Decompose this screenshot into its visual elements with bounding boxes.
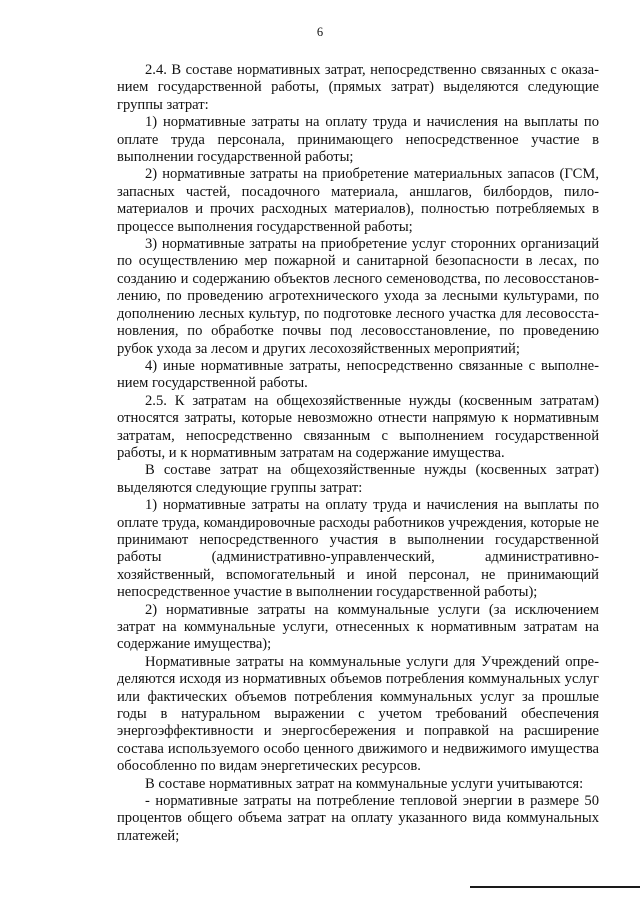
paragraph-utility-costs-intro: В составе нормативных затрат на коммунальные услуги учитываются: xyxy=(145,775,584,792)
paragraph-direct-costs-item-2: 2) нормативные затраты на приобретение материальных запасов (ГСМ, запасных частей, посадочного материала, аншлагов, билбордов, пиломатериалов и прочих расходных материалов), полностью потребляемых в процессе выполнения государственной работы; xyxy=(117,166,599,235)
paragraph-indirect-costs-item-2: 2) нормативные затраты на коммунальные услуги (за исключением затрат на коммунальные услуги, отнесенных к нормативным затратам на содержание имущества); xyxy=(117,601,599,653)
paragraph-indirect-costs-intro: В составе затрат на общехозяйственные нужды (косвенных затрат) выделяются следующие группы затрат: xyxy=(117,462,599,496)
page-number: 6 xyxy=(316,25,324,39)
paragraph-direct-costs-item-4: 4) иные нормативные затраты, непосредственно связанные с выполнением государственной работы. xyxy=(117,357,599,392)
paragraph-2-4: 2.4. В составе нормативных затрат, непосредственно связанных с оказанием государственной работы, (прямых затрат) выделяются следующие группы затрат: xyxy=(117,62,599,113)
paragraph-indirect-costs-item-1: 1) нормативные затраты на оплату труда и начисления на выплаты по оплате труда, командировочные расходы работников учреждения, которые не принимают непосредственного участия в выполнении государственной работы (административно-управленческий, административно-хозяйственный, вспомогательный и иной персонал, не принимающий непосредственное участие в выполнении государственной работы); xyxy=(117,497,599,601)
paragraph-heat-energy-costs: - нормативные затраты на потребление тепловой энергии в размере 50 процентов общего объема затрат на оплату указанного вида коммунальных платежей; xyxy=(117,793,599,844)
paragraph-direct-costs-item-1: 1) нормативные затраты на оплату труда и начисления на выплаты по оплате труда персонала, принимающего непосредственное участие в выполнении государственной работы; xyxy=(117,114,599,166)
document-body xyxy=(117,62,599,845)
paragraph-utility-costs-basis: Нормативные затраты на коммунальные услуги для Учреждений определяются исходя из нормативных объемов потребления коммунальных услуг или фактических объемов потребления коммунальных услуг за прошлые годы в натуральном выражении с учетом требований обеспечения энергоэффективности и энергосбережения и поправкой на расширение состава используемого особо ценного движимого и недвижимого имущества обособленно по видам энергетических ресурсов. xyxy=(117,653,599,775)
scan-edge-line xyxy=(470,886,640,888)
paragraph-2-5: 2.5. К затратам на общехозяйственные нужды (косвенным затратам) относятся затраты, которые невозможно отнести напрямую к нормативным затратам, непосредственно связанным с выполнением государственной работы, и к нормативным затратам на содержание имущества. xyxy=(117,392,599,461)
paragraph-direct-costs-item-3: 3) нормативные затраты на приобретение услуг сторонних организаций по осуществлению мер пожарной и санитарной безопасности в лесах, по созданию и содержанию объектов лесного семеноводства, по лесовосстановлению, по проведению агротехнического ухода за лесными культурами, по дополнению лесных культур, по подготовке лесного участка для лесовосстановления, по обработке почвы под лесовосстановление, по проведению рубок ухода за лесом и других лесохозяйственных мероприятий; xyxy=(117,236,599,357)
